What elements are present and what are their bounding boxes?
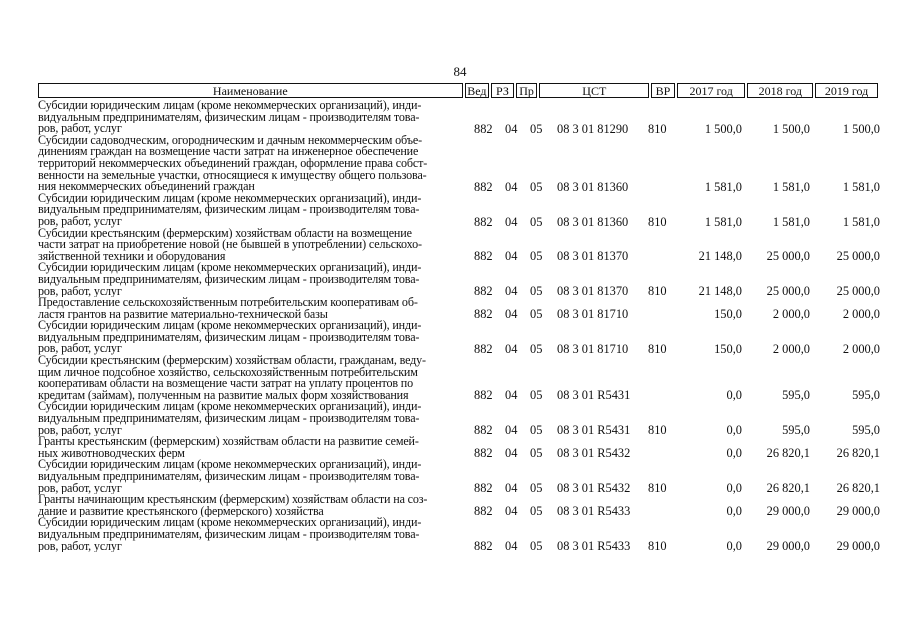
row-name-line: динениям граждан на возмещение части затрат на инженерное обеспечение bbox=[38, 146, 419, 158]
row-name-line: видуальным предпринимателям, физическим лицам - производителям това- bbox=[38, 331, 420, 344]
row-name-line: Субсидии юридическим лицам (кроме некоммерческих организаций), инди- bbox=[38, 517, 422, 529]
row-name-line: видуальным предпринимателям, физическим лицам - производителям това- bbox=[38, 273, 420, 286]
cell-pr: 05 bbox=[530, 179, 543, 194]
cell-2019: 26 820,1 bbox=[836, 446, 880, 461]
cell-ved: 882 bbox=[474, 307, 493, 322]
cell-ved: 882 bbox=[474, 284, 493, 299]
table-row bbox=[38, 135, 888, 193]
cell-2019: 29 000,0 bbox=[836, 504, 880, 519]
cell-2019: 29 000,0 bbox=[836, 539, 880, 554]
cell-pr: 05 bbox=[530, 284, 543, 299]
cell-rz: 04 bbox=[505, 423, 518, 438]
table-row bbox=[38, 355, 888, 401]
cell-2018: 25 000,0 bbox=[766, 284, 810, 299]
cell-ved: 882 bbox=[474, 481, 493, 496]
table-body bbox=[38, 100, 888, 552]
cell-ved: 882 bbox=[474, 342, 493, 357]
cell-rz: 04 bbox=[505, 504, 518, 519]
row-codes bbox=[38, 308, 888, 320]
cell-2017: 0,0 bbox=[726, 504, 742, 519]
cell-2019: 25 000,0 bbox=[836, 249, 880, 264]
header-2019: 2019 год bbox=[815, 83, 878, 98]
cell-2018: 1 581,0 bbox=[772, 214, 810, 229]
cell-ved: 882 bbox=[474, 423, 493, 438]
cell-rz: 04 bbox=[505, 388, 518, 403]
row-name-line: щим личное подсобное хозяйство, сельскохозяйственным потребительским bbox=[38, 366, 418, 379]
row-name-line: ластя грантов на развитие материально-технической базы bbox=[38, 308, 328, 321]
table-row bbox=[38, 100, 888, 135]
header-rz: РЗ bbox=[491, 83, 514, 98]
cell-2018: 1 581,0 bbox=[772, 179, 810, 194]
cell-2017: 1 500,0 bbox=[704, 121, 742, 136]
cell-vr: 810 bbox=[648, 481, 667, 496]
cell-2018: 2 000,0 bbox=[772, 307, 810, 322]
cell-cst: 08 3 01 R5432 bbox=[557, 481, 631, 496]
row-codes bbox=[38, 250, 888, 262]
cell-cst: 08 3 01 81360 bbox=[557, 214, 629, 229]
cell-2019: 595,0 bbox=[852, 388, 880, 403]
cell-cst: 08 3 01 R5433 bbox=[557, 504, 631, 519]
row-name-line: Субсидии крестьянским (фермерским) хозяйствам области на возмещение bbox=[38, 227, 412, 240]
row-codes bbox=[38, 285, 888, 297]
row-name-line: видуальным предпринимателям, физическим лицам - производителям това- bbox=[38, 528, 420, 541]
table-header bbox=[38, 83, 878, 98]
row-codes bbox=[38, 447, 888, 459]
header-ved: Вед bbox=[465, 83, 490, 98]
cell-pr: 05 bbox=[530, 121, 543, 136]
row-name-line: дание и развитие крестьянского (фермерского) хозяйства bbox=[38, 505, 324, 518]
cell-pr: 05 bbox=[530, 539, 543, 554]
header-cst: ЦСТ bbox=[539, 83, 649, 98]
row-name-line: кооперативам области на возмещение части затрат на уплату процентов по bbox=[38, 378, 414, 390]
cell-pr: 05 bbox=[530, 446, 543, 461]
cell-2019: 2 000,0 bbox=[842, 307, 880, 322]
header-name: Наименование bbox=[38, 83, 463, 98]
cell-rz: 04 bbox=[505, 214, 518, 229]
row-name-line: Субсидии юридическим лицам (кроме некоммерческих организаций), инди- bbox=[38, 100, 422, 112]
cell-rz: 04 bbox=[505, 342, 518, 357]
cell-vr: 810 bbox=[648, 539, 667, 554]
row-name-line: Субсидии юридическим лицам (кроме некоммерческих организаций), инди- bbox=[38, 401, 422, 414]
table-row bbox=[38, 320, 888, 355]
header-2017: 2017 год bbox=[677, 83, 746, 98]
cell-2019: 1 581,0 bbox=[842, 214, 880, 229]
cell-rz: 04 bbox=[505, 446, 518, 461]
row-name-line: ров, работ, услуг bbox=[38, 424, 122, 437]
row-name-line: зяйственной техники и оборудования bbox=[38, 250, 226, 263]
cell-rz: 04 bbox=[505, 179, 518, 194]
row-name-line: Гранты начинающим крестьянским (фермерским) хозяйствам области на соз- bbox=[38, 494, 428, 506]
cell-2017: 150,0 bbox=[714, 307, 742, 322]
cell-pr: 05 bbox=[530, 342, 543, 357]
cell-ved: 882 bbox=[474, 179, 493, 194]
row-name-line: Субсидии юридическим лицам (кроме некоммерческих организаций), инди- bbox=[38, 459, 422, 471]
row-codes bbox=[38, 343, 888, 355]
cell-rz: 04 bbox=[505, 249, 518, 264]
row-codes bbox=[38, 216, 888, 228]
cell-cst: 08 3 01 81710 bbox=[557, 342, 629, 357]
row-name-line: Гранты крестьянским (фермерским) хозяйствам области на развитие семей- bbox=[38, 436, 419, 448]
cell-pr: 05 bbox=[530, 423, 543, 438]
row-name-line: видуальным предпринимателям, физическим лицам - производителям това- bbox=[38, 111, 420, 124]
cell-2017: 150,0 bbox=[714, 342, 742, 357]
row-codes bbox=[38, 123, 888, 135]
cell-rz: 04 bbox=[505, 539, 518, 554]
cell-cst: 08 3 01 81360 bbox=[557, 179, 629, 194]
cell-2018: 29 000,0 bbox=[766, 504, 810, 519]
cell-pr: 05 bbox=[530, 388, 543, 403]
row-name-line: части затрат на приобретение новой (не бывшей в употреблении) сельскохо- bbox=[38, 239, 422, 251]
row-name-line: ров, работ, услуг bbox=[38, 482, 122, 495]
cell-pr: 05 bbox=[530, 504, 543, 519]
row-codes bbox=[38, 482, 888, 494]
cell-vr: 810 bbox=[648, 342, 667, 357]
cell-2018: 26 820,1 bbox=[766, 446, 810, 461]
row-name-line: венности на земельные участки, относящиеся к имуществу общего пользова- bbox=[38, 169, 427, 182]
cell-2017: 0,0 bbox=[726, 423, 742, 438]
cell-pr: 05 bbox=[530, 214, 543, 229]
cell-2017: 1 581,0 bbox=[704, 214, 742, 229]
cell-2017: 1 581,0 bbox=[704, 179, 742, 194]
cell-cst: 08 3 01 R5433 bbox=[557, 539, 631, 554]
row-name-line: Субсидии садоводческим, огородническим и дачным некоммерческим объе- bbox=[38, 134, 422, 147]
table-row bbox=[38, 297, 888, 320]
cell-ved: 882 bbox=[474, 446, 493, 461]
row-name-line: ных животноводческих ферм bbox=[38, 447, 185, 460]
cell-vr: 810 bbox=[648, 284, 667, 299]
row-name-line: ров, работ, услуг bbox=[38, 215, 122, 228]
cell-2017: 0,0 bbox=[726, 481, 742, 496]
row-name-line: Предоставление сельскохозяйственным потребительским кооперативам об- bbox=[38, 297, 418, 309]
cell-2019: 1 581,0 bbox=[842, 179, 880, 194]
page-number: 84 bbox=[453, 64, 467, 79]
table-row bbox=[38, 401, 888, 436]
cell-2017: 0,0 bbox=[726, 539, 742, 554]
cell-cst: 08 3 01 R5431 bbox=[557, 388, 631, 403]
cell-rz: 04 bbox=[505, 284, 518, 299]
cell-2018: 29 000,0 bbox=[766, 539, 810, 554]
row-name-line: видуальным предпринимателям, физическим лицам - производителям това- bbox=[38, 413, 420, 425]
cell-vr: 810 bbox=[648, 423, 667, 438]
row-name-line: Субсидии юридическим лицам (кроме некоммерческих организаций), инди- bbox=[38, 192, 422, 205]
cell-2017: 21 148,0 bbox=[698, 284, 742, 299]
cell-pr: 05 bbox=[530, 481, 543, 496]
cell-vr: 810 bbox=[648, 121, 667, 136]
cell-2018: 26 820,1 bbox=[766, 481, 810, 496]
row-name-line: территорий некоммерческих объединений граждан, оформление права собст- bbox=[38, 157, 428, 170]
cell-cst: 08 3 01 81370 bbox=[557, 249, 629, 264]
row-name-line: видуальным предпринимателям, физическим лицам - производителям това- bbox=[38, 471, 420, 483]
cell-cst: 08 3 01 81290 bbox=[557, 121, 629, 136]
cell-pr: 05 bbox=[530, 249, 543, 264]
cell-2019: 2 000,0 bbox=[842, 342, 880, 357]
cell-2019: 1 500,0 bbox=[842, 121, 880, 136]
header-vr: ВР bbox=[651, 83, 675, 98]
cell-vr: 810 bbox=[648, 214, 667, 229]
table-row bbox=[38, 262, 888, 297]
cell-ved: 882 bbox=[474, 214, 493, 229]
table-row bbox=[38, 459, 888, 494]
cell-2017: 0,0 bbox=[726, 388, 742, 403]
table-row bbox=[38, 193, 888, 228]
header-2018: 2018 год bbox=[747, 83, 813, 98]
cell-rz: 04 bbox=[505, 121, 518, 136]
cell-2019: 26 820,1 bbox=[836, 481, 880, 496]
cell-cst: 08 3 01 R5431 bbox=[557, 423, 631, 438]
row-name-line: видуальным предпринимателям, физическим лицам - производителям това- bbox=[38, 204, 420, 216]
row-codes bbox=[38, 181, 888, 193]
row-codes bbox=[38, 540, 888, 552]
cell-2018: 595,0 bbox=[782, 423, 810, 438]
row-name-line: Субсидии юридическим лицам (кроме некоммерческих организаций), инди- bbox=[38, 262, 422, 274]
row-name-line: ров, работ, услуг bbox=[38, 540, 122, 553]
row-codes bbox=[38, 505, 888, 517]
cell-2018: 25 000,0 bbox=[766, 249, 810, 264]
cell-ved: 882 bbox=[474, 121, 493, 136]
row-name-line: ния некоммерческих объединений граждан bbox=[38, 181, 255, 193]
row-name-line: кредитам (займам), полученным на развитие малых форм хозяйствования bbox=[38, 389, 409, 402]
row-name-line: ров, работ, услуг bbox=[38, 343, 122, 356]
cell-2017: 21 148,0 bbox=[698, 249, 742, 264]
table-row bbox=[38, 436, 888, 459]
row-name-line: ров, работ, услуг bbox=[38, 285, 122, 298]
cell-ved: 882 bbox=[474, 388, 493, 403]
cell-ved: 882 bbox=[474, 504, 493, 519]
cell-pr: 05 bbox=[530, 307, 543, 322]
cell-cst: 08 3 01 R5432 bbox=[557, 446, 631, 461]
cell-cst: 08 3 01 81370 bbox=[557, 284, 629, 299]
table-row bbox=[38, 228, 888, 263]
table-row bbox=[38, 517, 888, 552]
row-codes bbox=[38, 424, 888, 436]
row-codes bbox=[38, 389, 888, 401]
cell-cst: 08 3 01 81710 bbox=[557, 307, 629, 322]
cell-rz: 04 bbox=[505, 307, 518, 322]
cell-2018: 1 500,0 bbox=[772, 121, 810, 136]
cell-rz: 04 bbox=[505, 481, 518, 496]
cell-2018: 595,0 bbox=[782, 388, 810, 403]
cell-2019: 25 000,0 bbox=[836, 284, 880, 299]
table-row bbox=[38, 494, 888, 517]
cell-2019: 595,0 bbox=[852, 423, 880, 438]
header-pr: Пр bbox=[516, 83, 538, 98]
row-name-line: ров, работ, услуг bbox=[38, 123, 122, 135]
cell-2017: 0,0 bbox=[726, 446, 742, 461]
cell-ved: 882 bbox=[474, 539, 493, 554]
row-name-line: Субсидии юридическим лицам (кроме некоммерческих организаций), инди- bbox=[38, 320, 422, 332]
row-name-line: Субсидии крестьянским (фермерским) хозяйствам области, гражданам, веду- bbox=[38, 355, 426, 367]
cell-2018: 2 000,0 bbox=[772, 342, 810, 357]
cell-ved: 882 bbox=[474, 249, 493, 264]
